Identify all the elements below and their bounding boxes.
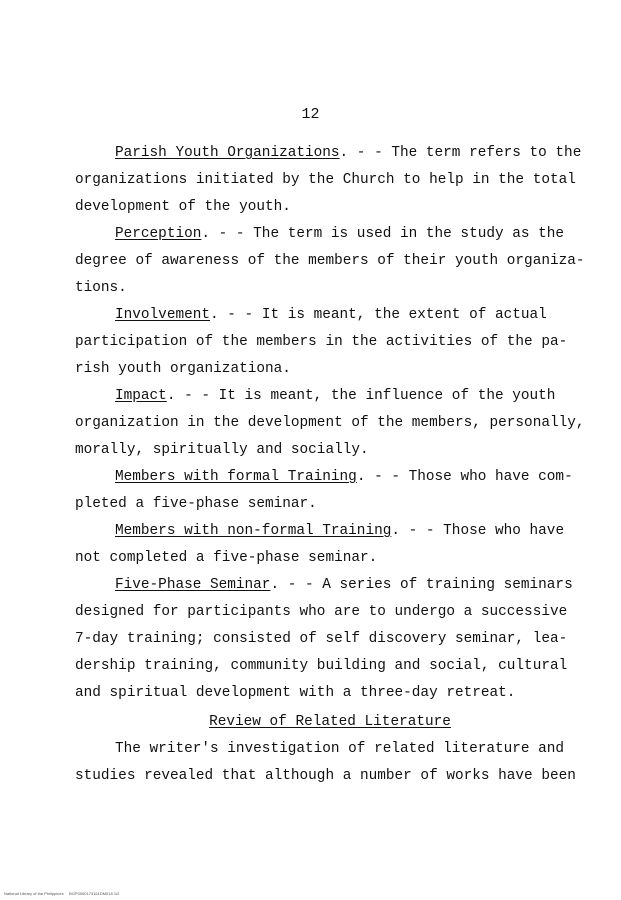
- definition-text: . - - A series of training seminars: [270, 577, 573, 593]
- definition-text: . - - The term is used in the study as the: [201, 226, 565, 242]
- definition-line: development of the youth.: [75, 199, 291, 215]
- definition-term: Members with non-formal Training: [115, 523, 392, 539]
- definition-line: organization in the development of the members, personally,: [75, 415, 585, 431]
- definition-line: and spiritual development with a three-day retreat.: [75, 685, 516, 701]
- definition-line: morally, spiritually and socially.: [75, 442, 369, 458]
- section-heading: [75, 707, 585, 736]
- definition-line: not completed a five-phase seminar.: [75, 550, 378, 566]
- review-line: The writer's investigation of related literature and: [115, 741, 565, 757]
- definition-term: Impact: [115, 388, 167, 404]
- page-number: 12: [301, 106, 320, 123]
- definition-line: tions.: [75, 280, 127, 296]
- definition-term: Parish Youth Organizations: [115, 145, 340, 161]
- definition-text: . - - Those who have com-: [356, 469, 573, 485]
- definition-line: degree of awareness of the members of their youth organiza-: [75, 253, 585, 269]
- definition-line: rish youth organizationa.: [75, 361, 291, 377]
- definition-first-line: [75, 302, 585, 329]
- definition-first-line: [75, 383, 585, 410]
- definition-text: . - - It is meant, the influence of the youth: [166, 388, 556, 404]
- definition-line: 7-day training; consisted of self discovery seminar, lea-: [75, 631, 568, 647]
- library-footer: National Library of the Philippines BGP0000173161DM018 1/2: [4, 891, 120, 896]
- definition-first-line: [75, 518, 585, 545]
- definition-text: . - - It is meant, the extent of actual: [210, 307, 547, 323]
- definition-term: Five-Phase Seminar: [115, 577, 271, 593]
- definition-first-line: [75, 140, 585, 167]
- definition-line: pleted a five-phase seminar.: [75, 496, 317, 512]
- definition-line: organizations initiated by the Church to help in the total: [75, 172, 576, 188]
- review-line: studies revealed that although a number of works have been: [75, 768, 576, 784]
- definition-text: . - - The term refers to the: [339, 145, 582, 161]
- definition-line: dership training, community building and social, cultural: [75, 658, 568, 674]
- definition-term: Perception: [115, 226, 202, 242]
- definition-first-line: [75, 221, 585, 248]
- definition-line: designed for participants who are to undergo a successive: [75, 604, 568, 620]
- definition-first-line: [75, 572, 585, 599]
- definition-first-line: [75, 464, 585, 491]
- definition-term: Involvement: [115, 307, 210, 323]
- page-content: [75, 140, 585, 790]
- definition-term: Members with formal Training: [115, 469, 357, 485]
- definition-text: . - - Those who have: [391, 523, 565, 539]
- definition-line: participation of the members in the activities of the pa-: [75, 334, 568, 350]
- section-heading-text: Review of Related Literature: [209, 714, 451, 730]
